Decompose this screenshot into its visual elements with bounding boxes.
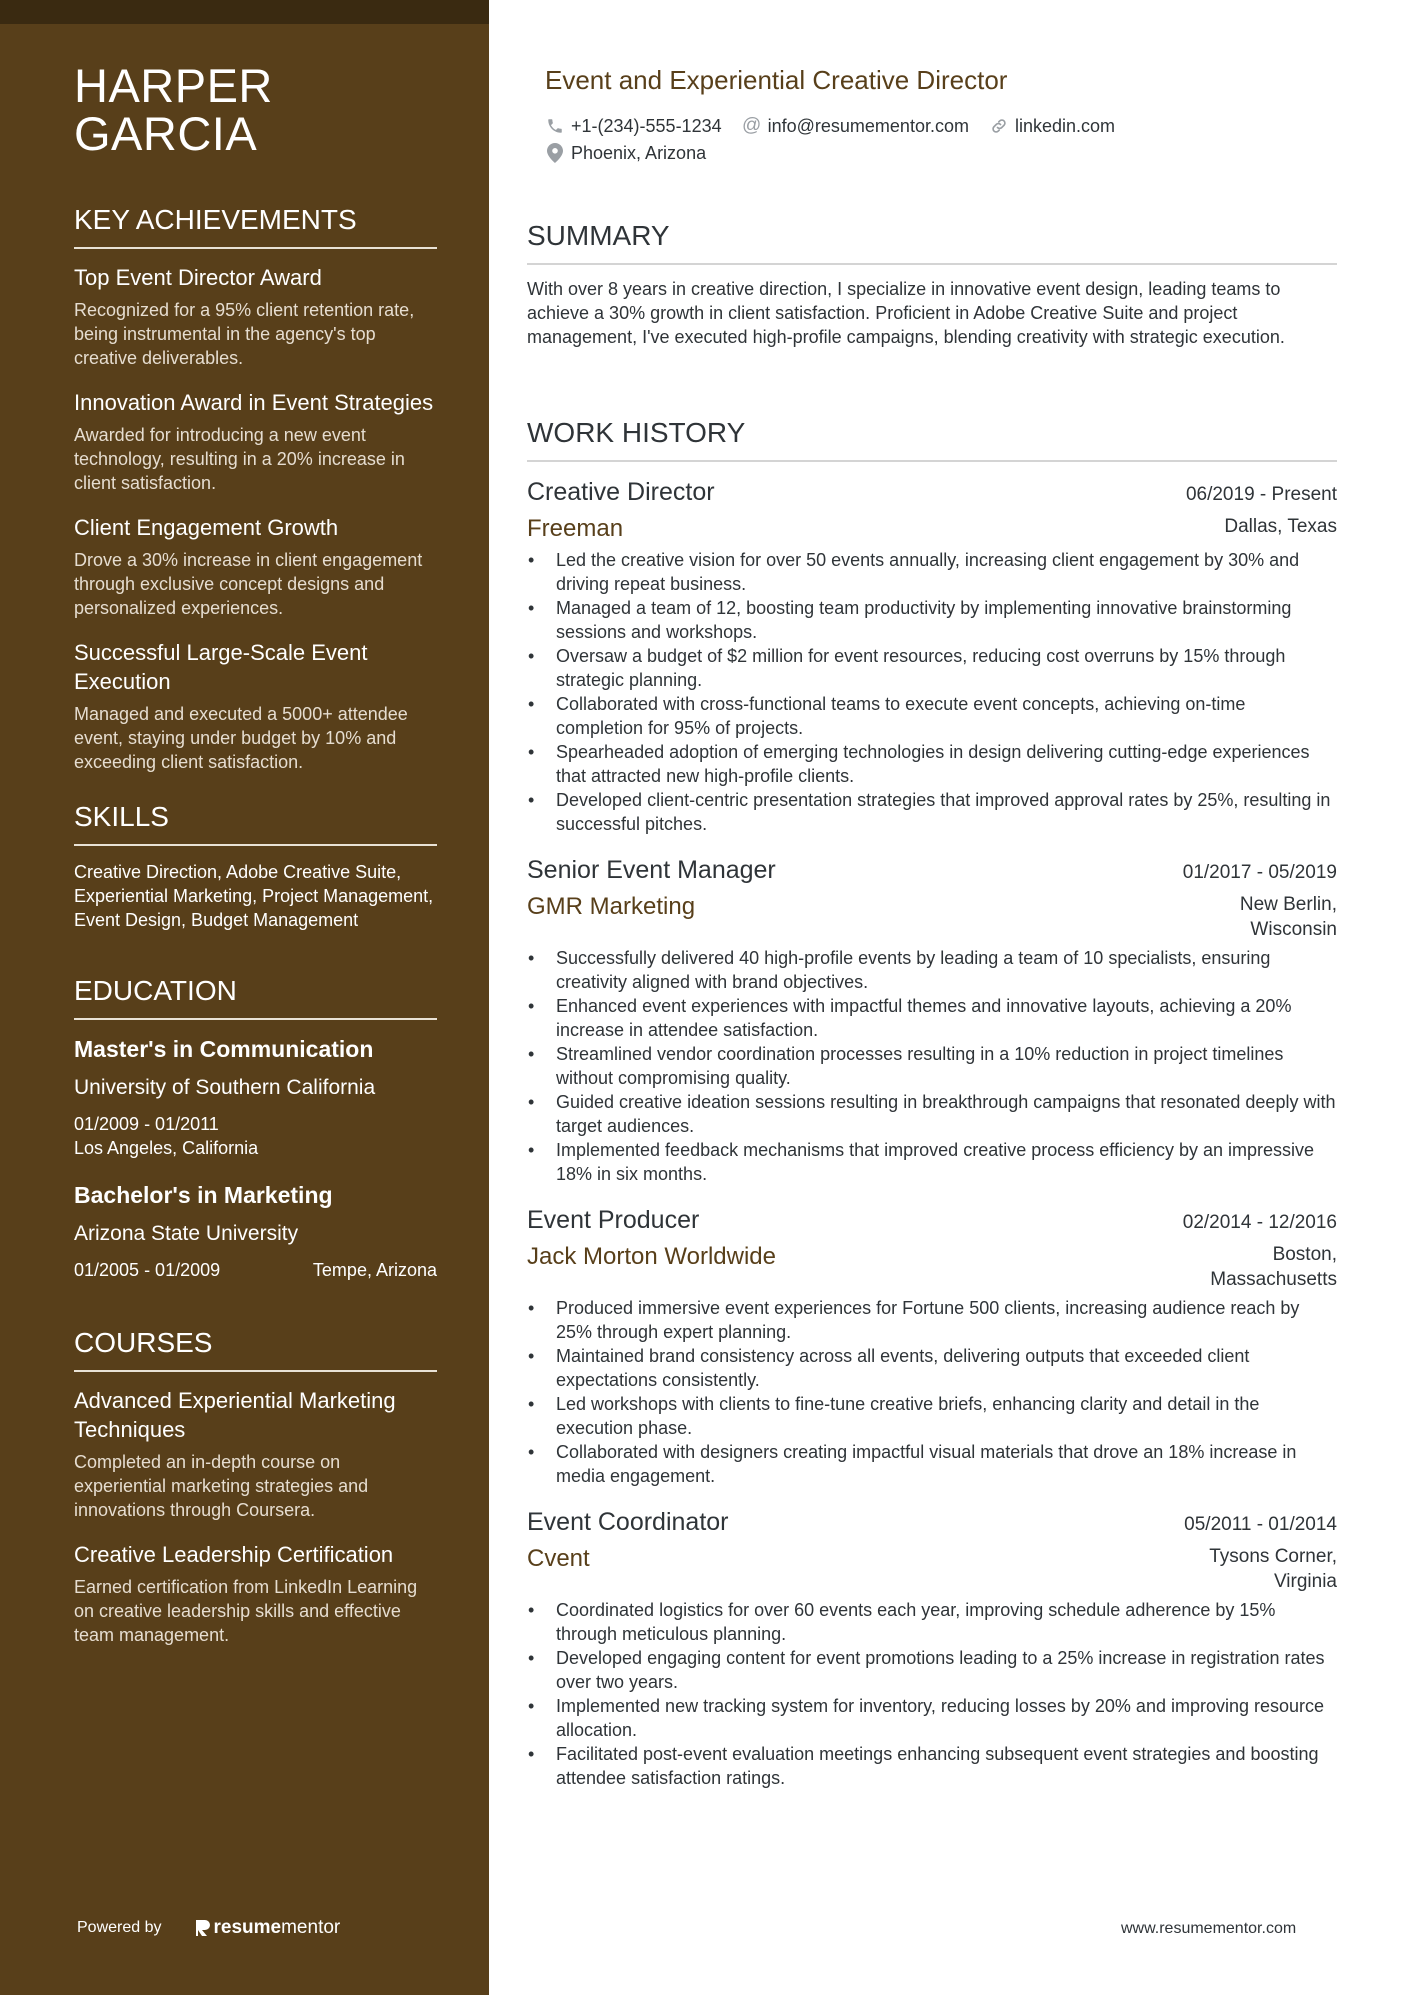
job-bullet: • Successfully delivered 40 high-profile events by leading a team of 10 specialists, ensuring creativity aligned with brand objectives. bbox=[527, 946, 1337, 994]
job-bullet: • Enhanced event experiences with impactful themes and innovative layouts, achieving a 20% increase in attendee satisfaction. bbox=[527, 994, 1337, 1042]
job-company: Jack Morton Worldwide bbox=[527, 1243, 776, 1270]
job-dates: 01/2017 - 05/2019 bbox=[1182, 862, 1337, 883]
at-icon: @ bbox=[741, 114, 762, 136]
job-header bbox=[527, 854, 1337, 886]
job-company: GMR Marketing bbox=[527, 893, 696, 920]
powered-by-footer bbox=[77, 1917, 340, 1939]
work-history-heading: WORK HISTORY bbox=[527, 416, 1337, 462]
job-bullet: • Streamlined vendor coordination processes resulting in a 10% reduction in project timelines without compromising quality. bbox=[527, 1042, 1337, 1090]
job-entry bbox=[527, 1506, 1337, 1790]
achievement-title: Client Engagement Growth bbox=[74, 515, 339, 540]
location-pin-icon bbox=[545, 143, 565, 163]
last-name: GARCIA bbox=[74, 107, 258, 160]
job-role: Event Coordinator bbox=[527, 1508, 729, 1536]
courses-heading: COURSES bbox=[74, 1326, 437, 1372]
job-subheader bbox=[527, 1242, 1337, 1292]
work-history-section bbox=[527, 416, 1337, 1790]
job-role: Event Producer bbox=[527, 1206, 700, 1234]
education-heading: EDUCATION bbox=[74, 974, 437, 1020]
candidate-name bbox=[74, 59, 437, 160]
job-role: Senior Event Manager bbox=[527, 856, 776, 884]
job-dates: 02/2014 - 12/2016 bbox=[1182, 1212, 1337, 1233]
candidate-title: Event and Experiential Creative Director bbox=[545, 65, 1008, 95]
achievement-desc: Managed and executed a 5000+ attendee event, staying under budget by 10% and exceeding client satisfaction. bbox=[74, 704, 408, 772]
education-school: Arizona State University bbox=[74, 1222, 299, 1245]
resumementor-logo-icon bbox=[194, 1918, 210, 1938]
phone-number: +1-(234)-555-1234 bbox=[571, 115, 722, 136]
job-entry bbox=[527, 854, 1337, 1186]
brand-name-light: mentor bbox=[281, 1917, 341, 1938]
job-dates: 06/2019 - Present bbox=[1185, 484, 1337, 505]
email-contact[interactable] bbox=[742, 113, 969, 139]
email-address: info@resumementor.com bbox=[767, 115, 969, 136]
job-bullet: • Implemented new tracking system for inventory, reducing losses by 20% and improving resource allocation. bbox=[527, 1694, 1337, 1742]
job-dates: 05/2011 - 01/2014 bbox=[1184, 1514, 1337, 1535]
location-text: Phoenix, Arizona bbox=[571, 142, 707, 163]
job-entry bbox=[527, 476, 1337, 836]
achievement-item bbox=[74, 388, 437, 495]
course-item bbox=[74, 1540, 437, 1647]
sidebar-top-bar bbox=[0, 0, 489, 24]
courses-section bbox=[74, 1326, 437, 1647]
job-header bbox=[527, 476, 1337, 508]
job-header bbox=[527, 1506, 1337, 1538]
job-bullets bbox=[527, 1598, 1337, 1790]
phone-icon bbox=[545, 116, 565, 136]
brand-name-bold: resume bbox=[213, 1917, 282, 1938]
achievement-item bbox=[74, 638, 437, 774]
skills-list: Creative Direction, Adobe Creative Suite, Experiential Marketing, Project Management, Event Design, Budget Management bbox=[74, 862, 434, 930]
job-bullet: • Led the creative vision for over 50 events annually, increasing client engagement by 30% and driving repeat business. bbox=[527, 548, 1337, 596]
education-item bbox=[74, 1034, 437, 1160]
course-item bbox=[74, 1386, 437, 1522]
summary-text: With over 8 years in creative direction, I specialize in innovative event design, leading teams to achieve a 30% growth in client satisfaction. Proficient in Adobe Creative Suite and project management, I've executed high-profile campaigns, blending creativity with strategic execution. bbox=[527, 279, 1285, 347]
education-meta bbox=[74, 1258, 437, 1282]
achievement-title: Top Event Director Award bbox=[74, 265, 322, 290]
contact-info bbox=[545, 112, 1305, 166]
job-bullets bbox=[527, 946, 1337, 1186]
job-bullet: • Oversaw a budget of $2 million for event resources, reducing cost overruns by 15% through strategic planning. bbox=[527, 644, 1337, 692]
achievement-title: Innovation Award in Event Strategies bbox=[74, 390, 434, 415]
achievement-desc: Recognized for a 95% client retention rate, being instrumental in the agency's top creative deliverables. bbox=[74, 300, 415, 368]
achievement-desc: Awarded for introducing a new event technology, resulting in a 20% increase in client satisfaction. bbox=[74, 425, 405, 493]
job-role: Creative Director bbox=[527, 478, 715, 506]
linkedin-link: linkedin.com bbox=[1014, 115, 1116, 136]
education-school: University of Southern California bbox=[74, 1076, 376, 1099]
sidebar bbox=[0, 0, 489, 1995]
job-subheader bbox=[527, 514, 1337, 544]
contact-row bbox=[545, 112, 1305, 139]
job-entry bbox=[527, 1204, 1337, 1488]
job-company: Cvent bbox=[527, 1545, 590, 1572]
website-link[interactable]: www.resumementor.com bbox=[1121, 1920, 1297, 1937]
job-bullets bbox=[527, 1296, 1337, 1488]
job-bullet: • Produced immersive event experiences for Fortune 500 clients, increasing audience reach by 25% through expert planning. bbox=[527, 1296, 1337, 1344]
job-bullet: • Coordinated logistics for over 60 events each year, improving schedule adherence by 15% through meticulous planning. bbox=[527, 1598, 1337, 1646]
linkedin-contact[interactable] bbox=[989, 113, 1115, 139]
job-bullet: • Led workshops with clients to fine-tune creative briefs, enhancing clarity and detail in the execution phase. bbox=[527, 1392, 1337, 1440]
job-header bbox=[527, 1204, 1337, 1236]
course-title: Creative Leadership Certification bbox=[74, 1542, 394, 1567]
resumementor-logo[interactable] bbox=[194, 1917, 341, 1939]
job-bullet: • Facilitated post-event evaluation meetings enhancing subsequent event strategies and boosting attendee satisfaction ratings. bbox=[527, 1742, 1337, 1790]
achievements-heading: KEY ACHIEVEMENTS bbox=[74, 203, 437, 249]
education-dates: 01/2009 - 01/2011 bbox=[74, 1114, 219, 1134]
education-location: Los Angeles, California bbox=[74, 1138, 259, 1158]
achievement-desc: Drove a 30% increase in client engagement through exclusive concept designs and personalized experiences. bbox=[74, 550, 423, 618]
education-degree: Master's in Communication bbox=[74, 1036, 374, 1062]
education-section bbox=[74, 974, 437, 1282]
skills-heading: SKILLS bbox=[74, 800, 437, 846]
job-subheader bbox=[527, 892, 1337, 942]
course-title: Advanced Experiential Marketing Techniques bbox=[74, 1388, 396, 1442]
powered-by-label: Powered by bbox=[77, 1919, 162, 1936]
achievement-title: Successful Large-Scale Event Execution bbox=[74, 640, 368, 694]
job-bullet: • Collaborated with cross-functional teams to execute event concepts, achieving on-time completion for 95% of projects. bbox=[527, 692, 1337, 740]
job-bullet: • Developed client-centric presentation strategies that improved approval rates by 25%, resulting in successful pitches. bbox=[527, 788, 1337, 836]
summary-heading: SUMMARY bbox=[527, 219, 1337, 265]
job-location: Dallas, Texas bbox=[1224, 516, 1337, 537]
job-company: Freeman bbox=[527, 515, 624, 542]
job-bullets bbox=[527, 548, 1337, 836]
job-bullet: • Spearheaded adoption of emerging technologies in design delivering cutting-edge experiences that attracted new high-profile clients. bbox=[527, 740, 1337, 788]
education-dates: 01/2005 - 01/2009 bbox=[74, 1260, 221, 1280]
education-location: Tempe, Arizona bbox=[312, 1260, 437, 1280]
job-subheader bbox=[527, 1544, 1337, 1594]
job-location: New Berlin, Wisconsin bbox=[1239, 894, 1337, 940]
achievement-item bbox=[74, 263, 437, 370]
first-name: HARPER bbox=[74, 59, 273, 112]
job-bullet: • Maintained brand consistency across all events, delivering outputs that exceeded client expectations consistently. bbox=[527, 1344, 1337, 1392]
location-contact bbox=[545, 140, 706, 166]
sidebar-content bbox=[74, 59, 437, 1665]
summary-section bbox=[527, 219, 1337, 349]
phone-contact[interactable] bbox=[545, 113, 722, 139]
job-bullet: • Guided creative ideation sessions resulting in breakthrough campaigns that resonated deeply with target audiences. bbox=[527, 1090, 1337, 1138]
achievements-section bbox=[74, 203, 437, 774]
link-icon bbox=[989, 116, 1009, 136]
job-bullet: • Collaborated with designers creating impactful visual materials that drove an 18% increase in media engagement. bbox=[527, 1440, 1337, 1488]
contact-row bbox=[545, 139, 1305, 166]
skills-section bbox=[74, 800, 437, 932]
achievement-item bbox=[74, 513, 437, 620]
job-bullet: • Developed engaging content for event promotions leading to a 25% increase in registration rates over two years. bbox=[527, 1646, 1337, 1694]
job-location: Tysons Corner, Virginia bbox=[1209, 1546, 1337, 1592]
job-location: Boston, Massachusetts bbox=[1210, 1244, 1337, 1290]
education-degree: Bachelor's in Marketing bbox=[74, 1182, 333, 1208]
education-item bbox=[74, 1180, 437, 1282]
course-desc: Completed an in-depth course on experiential marketing strategies and innovations through Coursera. bbox=[74, 1452, 369, 1520]
job-bullet: • Implemented feedback mechanisms that improved creative process efficiency by an impressive 18% in six months. bbox=[527, 1138, 1337, 1186]
job-bullet: • Managed a team of 12, boosting team productivity by implementing innovative brainstorming sessions and workshops. bbox=[527, 596, 1337, 644]
course-desc: Earned certification from LinkedIn Learning on creative leadership skills and effective team management. bbox=[74, 1577, 418, 1645]
